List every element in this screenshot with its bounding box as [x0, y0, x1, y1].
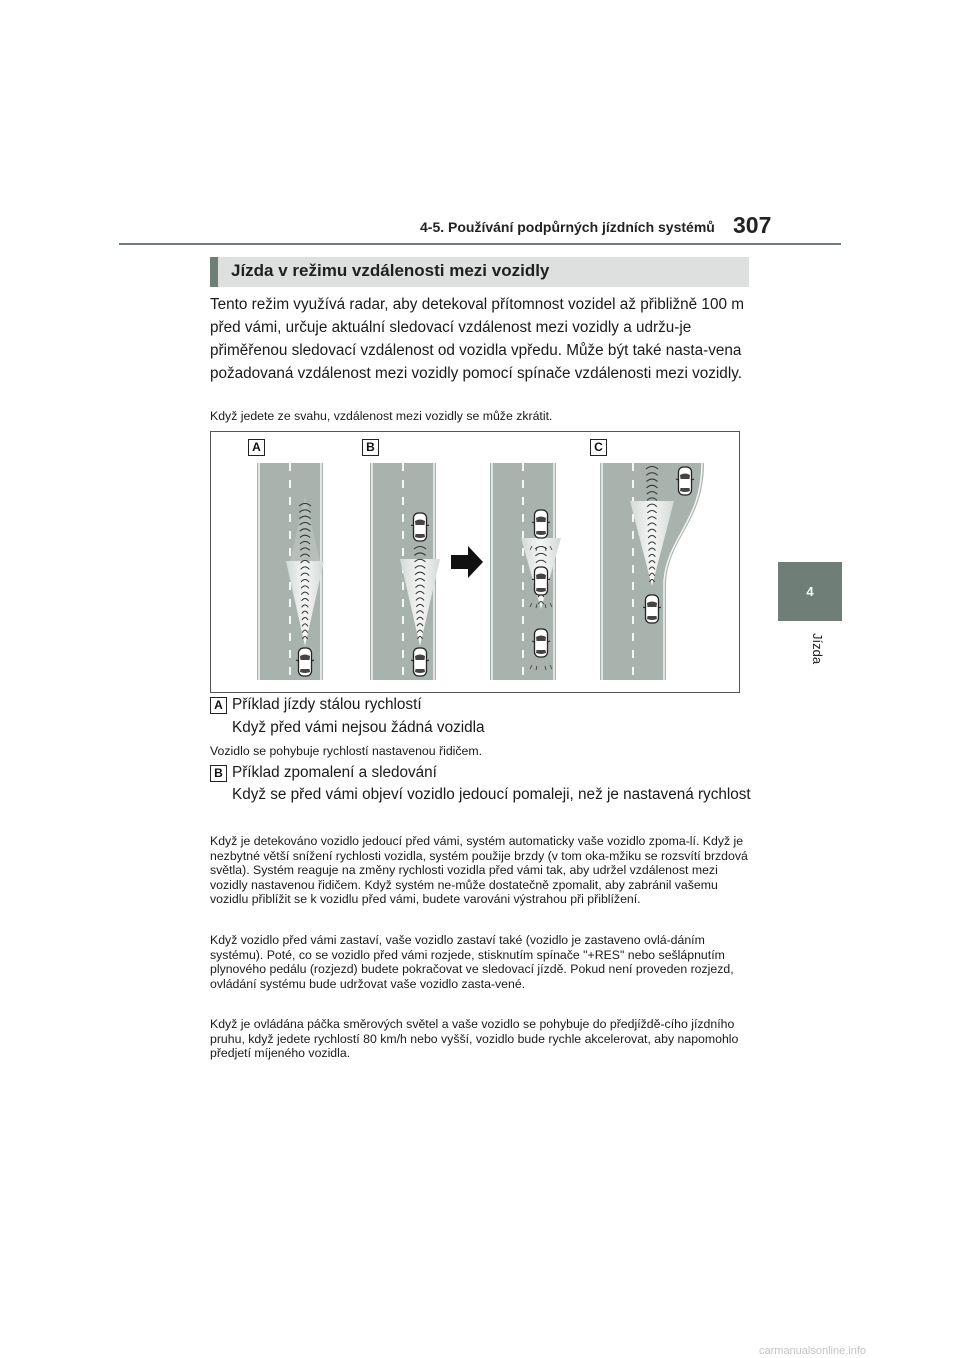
section-title: Jízda v režimu vzdálenosti mezi vozidly [231, 261, 550, 280]
chapter-tab [778, 562, 842, 621]
header-rule [119, 243, 841, 245]
lead-car-b [411, 513, 429, 541]
arrow-icon [451, 546, 483, 578]
item-b-title: Příklad zpomalení a sledování [232, 764, 437, 781]
intro-paragraph: Tento režim využívá radar, aby detekoval přítomnost vozidel až přibližně 100 m před vámi, určuje aktuální sledovací vzdálenost mezi vozidly a udržu-je přiměřenou sledovací vzdálenost od vozidla vpředu. Může být také nasta-vena požadovaná vzdálenost mezi vozidly pomocí spínače vzdálenosti mezi vozidly. [210, 296, 744, 382]
figure-label-b: B [362, 439, 379, 456]
distance-mode-illustration [210, 431, 740, 693]
item-a-subtitle: Když před vámi nejsou žádná vozidla [232, 719, 485, 736]
downhill-note: Když jedete ze svahu, vzdálenost mezi vozidly se může zkrátit. [210, 409, 553, 423]
own-car-b [411, 648, 429, 676]
figure-label-c: C [590, 439, 607, 456]
running-header-section: 4-5. Používání podpůrných jízdních systémů [420, 219, 715, 235]
section-title-bar [210, 257, 749, 287]
item-b-subtitle: Když se před vámi objeví vozidlo jedoucí pomaleji, než je nastavená rychlost [232, 786, 751, 803]
lead-car-b-follow [532, 510, 550, 538]
item-b-paragraph-1: Když je detekováno vozidlo jedoucí před vámi, systém automaticky vaše vozidlo zpoma-lí. Když je nezbytné větší snížení rychlosti vozidla, systém použije brzdy (v tom oka-mžiku se rozsvítí brzdová světla). Systém reaguje na změny rychlosti vozidla před vámi tak, aby udržel vzdálenost mezi vozidly nastavenou řidičem. Když systém ne-může dostatečně zpomalit, aby zabránil vašemu vozidlu přiblížit se k vozidlu před vámi, budete varováni výstrahou při přiblížení. [210, 834, 748, 906]
other-car-c [676, 467, 694, 495]
item-a-note: Vozidlo se pohybuje rychlostí nastavenou řidičem. [210, 744, 483, 758]
figure-label-a: A [248, 439, 265, 456]
own-car-a [296, 648, 314, 676]
own-car-b-follow-2 [532, 629, 550, 657]
own-car-b-follow-1 [532, 567, 550, 595]
item-b-paragraph-2: Když vozidlo před vámi zastaví, vaše vozidlo zastaví také (vozidlo je zastaveno ovlá-dáním systému). Poté, co se vozidlo před vámi rozjede, stisknutím spínače "+RES" nebo sešlápnutím plynového pedálu (rozjezd) budete pokračovat ve sledovací jízdě. Pokud není proveden rozjezd, ovládání systému bude udržovat vaše vozidlo zasta-vené. [210, 933, 734, 991]
chapter-name: Jízda [810, 633, 825, 665]
item-a-title: Příklad jízdy stálou rychlostí [232, 696, 422, 713]
chapter-number: 4 [806, 584, 814, 599]
watermark: carmanualsonline.info [759, 1345, 867, 1357]
page-number: 307 [733, 212, 772, 238]
item-b-marker: B [210, 765, 227, 782]
item-a-marker: A [210, 697, 227, 714]
illustration-svg [210, 431, 740, 693]
item-b-paragraph-3: Když je ovládána páčka směrových světel a vaše vozidlo se pohybuje do předjíždě-cího jízdního pruhu, když jedete rychlostí 80 km/h nebo vyšší, vozidlo bude rychle akcelerovat, aby napomohlo předjetí míjeného vozidla. [210, 1017, 739, 1060]
own-car-c [643, 595, 661, 623]
